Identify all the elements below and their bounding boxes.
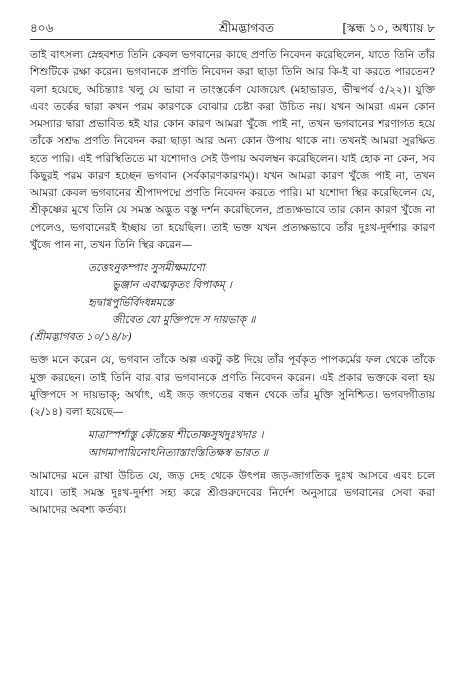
running-header bbox=[30, 20, 435, 36]
verse-1-line-4: জীবেত যো মুক্তিপদে স দায়ভাক্ ॥ bbox=[112, 313, 256, 326]
verse-1-line-1: তত্তেঽনুকম্পাং সুসমীক্ষমাণো bbox=[88, 262, 205, 274]
verse-2-line-1: মাত্রাস্পর্শাস্তু কৌন্তেয় শীতোষ্ণসুখদুঃখদাঃ । bbox=[88, 429, 264, 442]
verse-1-citation: (শ্রীমদ্ভাগবত ১০/১৪/৮) bbox=[30, 331, 132, 343]
page-number: ৪০৬ bbox=[30, 21, 54, 35]
header-rule bbox=[30, 39, 435, 40]
paragraph-1: তাই বাৎসল্য স্নেহবশত তিনি কেবল ভগবানের কাছে প্রণতি নিবেদন করেছিলেন, যাতে তিনি তাঁর শিশুটিকে রক্ষা করেন। ভগবানকে প্রণতি নিবেদন করা ছাড়া তিনি আর কি-ই বা করতে পারতেন? বলা হয়েছে, অচিন্ত্যাঃ খলু যে ভাবা ন তাংস্তর্কেণ যোজয়েৎ (মহাভারত, ভীষ্মপর্ব ৫/২২)। যুক্তি এবং তর্কের দ্বারা কখন পরম কারণকে বোঝার চেষ্টা করা উচিত নয়। যখন আমরা এমন কোন সমস্যার দ্বারা প্রভাবিত হই যার কোন কারণ আমরা খুঁজে পাই না, তখন ভগবানের শরণাগত হয়ে তাঁকে সশ্রদ্ধ প্রণতি নিবেদন করা ছাড়া আর অন্য কোন উপায় থাকে না। তখনই আমরা সুরক্ষিত হতে পারি। এই পরিস্থিতিতে মা যশোদাও সেই উপায় অবলম্বন করেছিলেন। যাই হোক না কেন, সব কিছুরই পরম কারণ হচ্ছেন ভগবান (সর্বকারণকারণম্)। যখন আমরা কারণ খুঁজে পাই না, তখন আমরা কেবল ভগবানের শ্রীপাদপদ্মে প্রণতি নিবেদন করতে পারি। মা যশোদা স্থির করেছিলেন যে, শ্রীকৃষ্ণের মুখে তিনি যে সমস্ত অদ্ভুত বস্তু দর্শন করেছিলেন, প্রত্যক্ষভাবে তার কোন কারণ খুঁজে না পেলেও, ভগবানেরই ইচ্ছায় তা হয়েছিল। তাই ভক্ত যখন প্রত্যক্ষভাবে তাঁর দুঃখ-দুর্দশার কারণ খুঁজে পান না, তখন তিনি স্থির করেন— bbox=[30, 49, 436, 251]
verse-1-line-2: ভুঞ্জান এবাত্মকৃতং বিপাকম্ । bbox=[112, 279, 232, 292]
verse-block-1 bbox=[30, 260, 435, 329]
verse-2-line-2: আগমাপায়িনোঽনিত্যাস্তাংস্তিতিক্ষস্ব ভারত ॥ bbox=[88, 446, 269, 459]
paragraph-2: ভক্ত মনে করেন যে, ভগবান তাঁকে অল্প একটু কষ্ট দিয়ে তাঁর পূর্বকৃত পাপকর্মের ফল থেকে তাঁকে মুক্ত করছেন। তাই তিনি বার বার ভগবানকে প্রণতি নিবেদন করেন। এই প্রকার ভক্তকে বলা হয় মুক্তিপদে স দায়ভাক্; অর্থাৎ, এই জড় জগতের বন্ধন থেকে তাঁর মুক্তি সুনিশ্চিত। ভগবদ্গীতায় (২/১৪) বলা হয়েছে— bbox=[30, 354, 435, 418]
verse-1-line-3: হৃদ্বাগ্বপুর্ভির্বিদধন্নমস্তে bbox=[88, 296, 174, 309]
verse-block-2 bbox=[30, 427, 435, 462]
chapter-reference: [স্কন্ধ ১০, অধ্যায় ৮ bbox=[342, 21, 435, 35]
page-body bbox=[30, 47, 435, 520]
paragraph-3: আমাদের মনে রাখা উচিত যে, জড় দেহ থেকে উৎপন্ন জড়-জাগতিক দুঃখ আসবে এবং চলে যাবে। তাই সমস্ত দুঃখ-দুর্দশা সহ্য করে শ্রীগুরুদেবের নির্দেশ অনুসারে ভগবানের সেবা করা আমাদের অবশ্য কর্তব্য। bbox=[30, 469, 435, 517]
book-title: শ্রীমদ্ভাগবত bbox=[218, 21, 274, 35]
